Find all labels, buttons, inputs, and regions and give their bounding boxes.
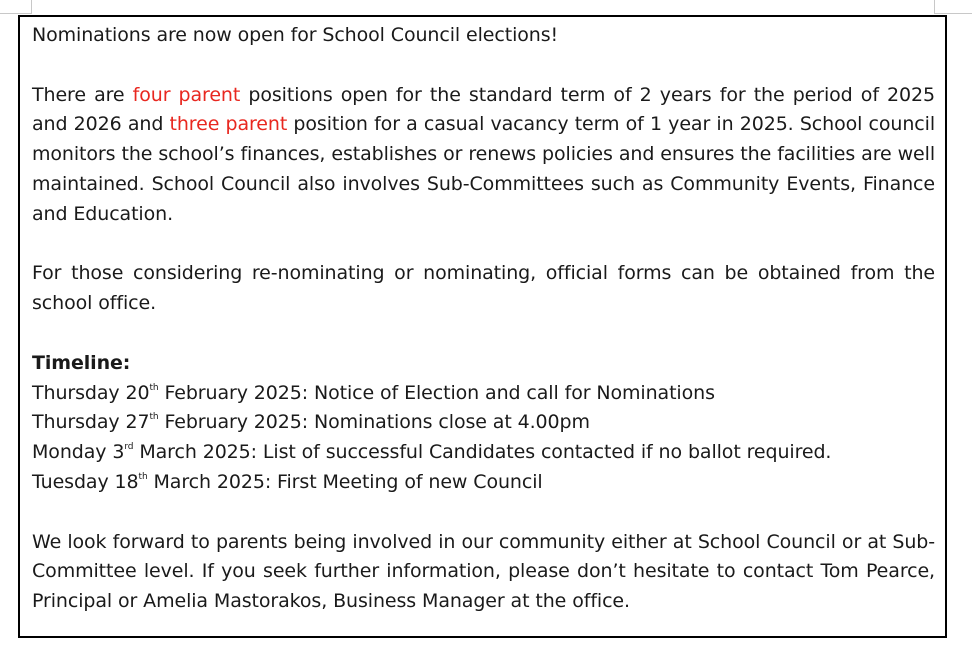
timeline-item [32, 438, 935, 468]
notice-box [18, 15, 947, 638]
notice-content [32, 21, 935, 617]
margin-mark-top-right-horizontal [935, 13, 972, 14]
timeline-ordinal: th [149, 412, 159, 423]
timeline-item [32, 468, 935, 498]
timeline-detail: February 2025: Nominations close at 4.00pm [158, 411, 590, 434]
positions-text-2: positions open for the standard term of 2 years for the period of 2025 and 2026 and [32, 83, 935, 136]
timeline-item [32, 379, 935, 409]
margin-mark-top-left-horizontal [0, 13, 31, 14]
forms-paragraph: For those considering re-nominating or nominating, official forms can be obtained from the school office. [32, 262, 935, 315]
paragraph-spacer [32, 230, 935, 260]
timeline-ordinal: th [149, 382, 159, 393]
timeline-ordinal: rd [124, 442, 134, 453]
three-parent-highlight: three parent [169, 113, 288, 136]
timeline-detail: March 2025: List of successful Candidates contacted if no ballot required. [133, 441, 832, 464]
timeline-item [32, 408, 935, 438]
paragraph-spacer [32, 498, 935, 528]
margin-mark-top-right-vertical [934, 0, 935, 14]
timeline-day: Monday 3 [32, 441, 125, 464]
timeline-ordinal: th [138, 471, 148, 482]
positions-text-3: position for a casual vacancy term of 1 year in 2025. School council monitors the school’s finances, establishes or renews policies and ensures the facilities are well maintained. School Council also involves Sub-Committees such as Community Events, Finance and Education. [32, 113, 935, 225]
paragraph-spacer [32, 51, 935, 81]
timeline-detail: February 2025: Notice of Election and call for Nominations [158, 381, 715, 404]
timeline-heading: Timeline: [32, 351, 131, 374]
margin-mark-top-left-vertical [31, 0, 32, 14]
closing-paragraph: We look forward to parents being involved in our community either at School Council or at Sub-Committee level. If you seek further information, please don’t hesitate to contact Tom Pearce, Principal or Amelia Mastorakos, Business Manager at the office. [32, 530, 935, 613]
timeline-day: Thursday 20 [32, 381, 150, 404]
timeline-day: Thursday 27 [32, 411, 150, 434]
positions-paragraph [32, 81, 935, 230]
intro-line: Nominations are now open for School Council elections! [32, 24, 559, 46]
four-parent-highlight: four parent [132, 83, 241, 106]
positions-text-1: There are [32, 83, 133, 106]
paragraph-spacer [32, 319, 935, 349]
timeline-detail: March 2025: First Meeting of new Council [147, 470, 543, 493]
timeline-day: Tuesday 18 [32, 470, 139, 493]
